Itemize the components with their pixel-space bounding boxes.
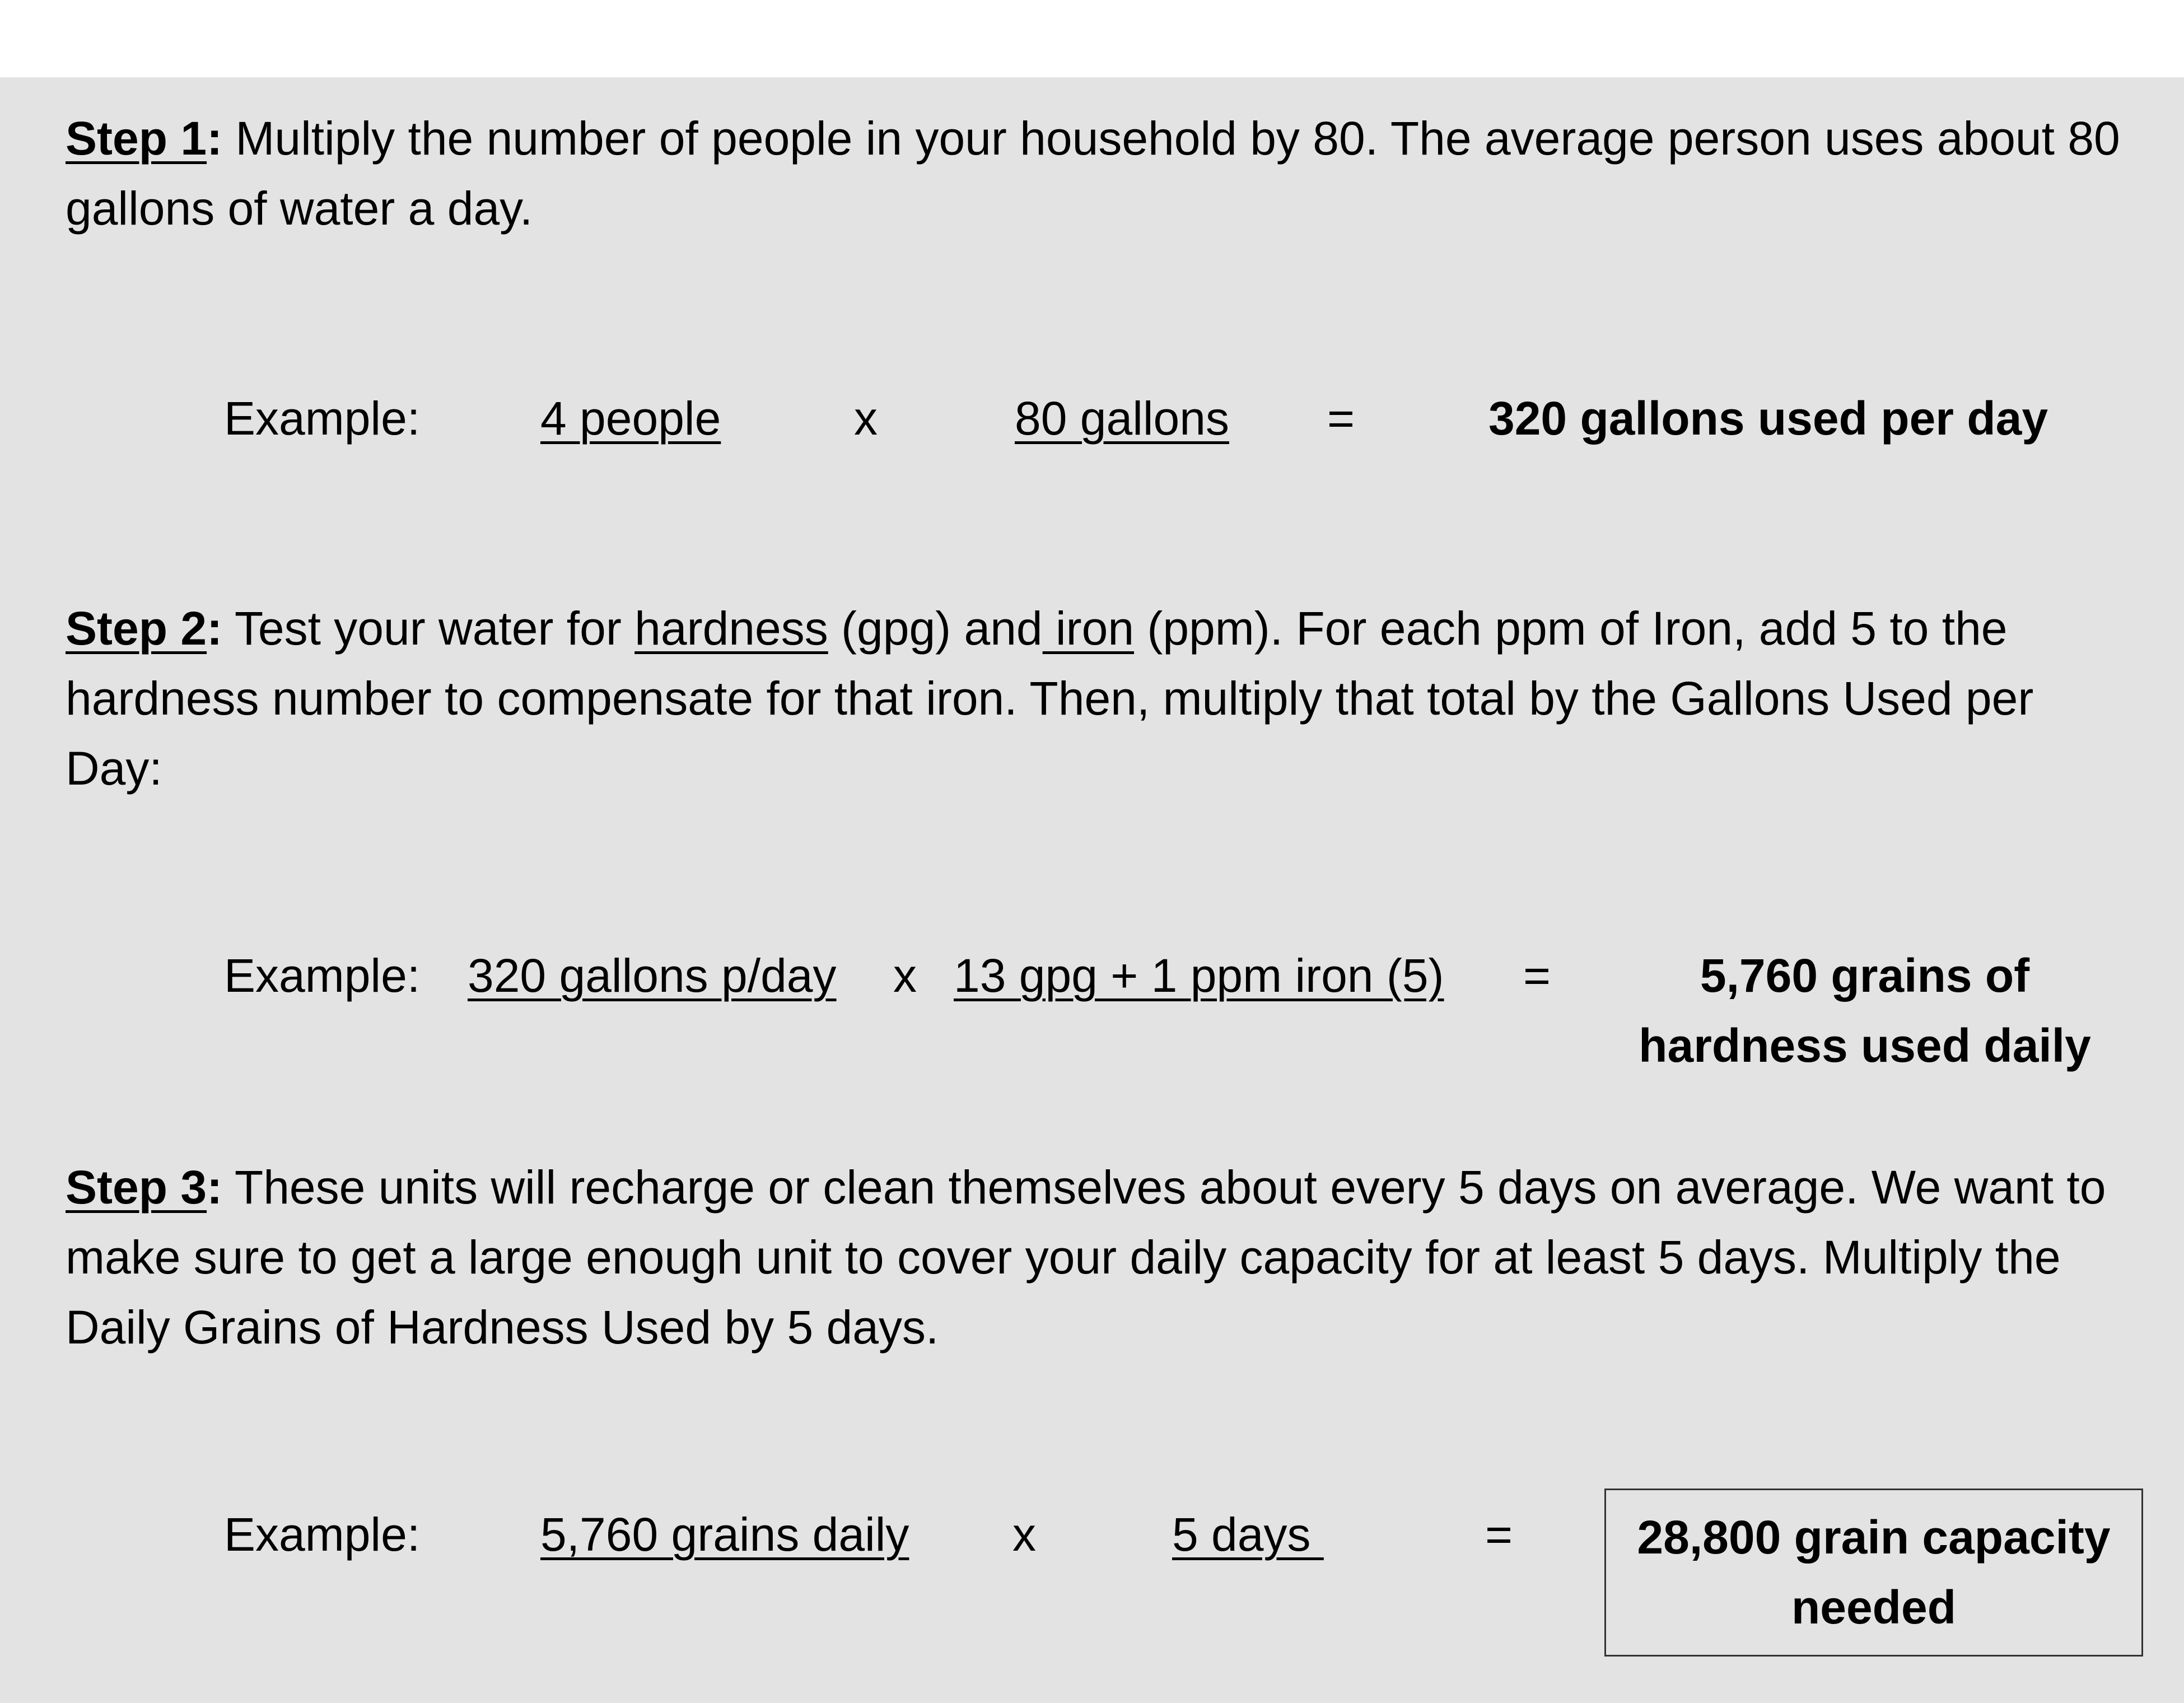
step2-example-operator: x [893,949,917,1002]
step2-label: Step 2: [66,602,223,655]
step3-text: These units will recharge or clean themselves about every 5 days on average. We want to make sure to get a large enough unit to cover your daily capacity for at least 5 days. Multiply the Daily Grains of Hardness Used by 5 days. [66,1161,2106,1354]
step1-paragraph [66,104,2126,244]
step2-example-equals: = [1523,949,1551,1002]
step1-example-label: Example: [224,392,421,445]
step1-text: Multiply the number of people in your household by 80. The average person uses about 80 gallons of water a day. [66,112,2120,235]
capacity-result-line1: 28,800 grain capacity [1637,1511,2111,1564]
step1-label: Step 1: [66,112,223,165]
step1-example-operator: x [854,392,878,445]
hardness-term: hardness [634,602,828,655]
step3-paragraph [66,1153,2126,1363]
step2-example-result: 5,760 grains of hardness used daily [1639,949,2091,1072]
capacity-result-line2: needed [1791,1581,1957,1634]
content-panel [0,77,2184,1703]
step2-paragraph: Step 2: Test your water for hardness (gpg) and iron (ppm). For each ppm of Iron, add 5 to the hardness number to compensate for that iron. Then, multiply that total by the Gallons Used per Day: [66,602,2034,795]
step1-example-result: 320 gallons used per day [1488,392,2048,445]
step1-example-equals: = [1327,392,1355,445]
step3-label: Step 3: [66,1161,223,1214]
step1-example-operand-b: 80 gallons [1015,392,1229,445]
step1-example-operand-a: 4 people [540,392,721,445]
step2-example-operand-a: 320 gallons p/day [468,949,837,1002]
step3-example-operand-b: 5 days [1172,1508,1324,1561]
step3-example-equals: = [1485,1508,1513,1561]
step2-example-operand-b: 13 gpg + 1 ppm iron (5) [954,949,1444,1002]
step3-example-operator: x [1012,1508,1036,1561]
iron-term: iron [1042,602,1135,655]
capacity-result-box [1604,1489,2143,1657]
step2-example-label: Example: [224,949,421,1002]
step3-example-label: Example: [224,1508,421,1561]
step3-example-operand-a: 5,760 grains daily [540,1508,909,1561]
